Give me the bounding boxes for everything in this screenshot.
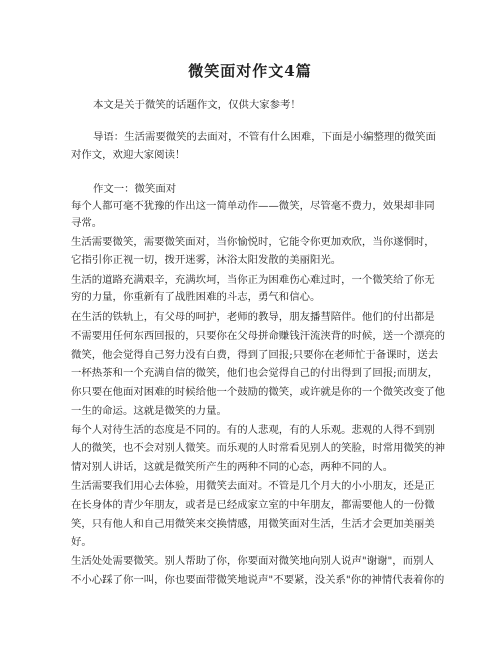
body-line: 情对别人讲话，这就是微笑所产生的两种不同的心态，两种不同的人。 [71,461,394,473]
body-line: 寻常。 [71,217,103,229]
body-line: 生活的道路充满艰辛，充满坎坷，当你正为困难伤心难过时，一个微笑给了你无 [71,274,435,286]
essay-heading: 作文一：微笑面对 [93,183,177,195]
body-line: 好。 [71,536,92,548]
body-line: 一生的命运。这就是微笑的力量。 [71,405,227,417]
body-line: 每个人都可毫不犹豫的作出这一简单动作——微笑，尽管毫不费力，效果却非同 [71,200,435,212]
guide-line-2: 对作文，欢迎大家阅读！ [71,149,186,161]
body-line: 每个人对待生活的态度是不同的。有的人悲观，有的人乐观。悲观的人得不到别 [71,424,435,436]
body-line: 你只要在他面对困难的时候给他一个鼓励的微笑，或许就是你的一个微笑改变了他 [71,386,446,398]
guide-line-1: 导语：生活需要微笑的去面对，不管有什么困难，下面是小编整理的微笑面 [93,131,436,143]
body-line: 一杯热茶和一个充满自信的微笑，他们也会觉得自己的付出得到了回报;而朋友， [71,367,439,379]
document-title: 微笑面对作文4篇 [188,62,312,80]
intro-line: 本文是关于微笑的话题作文，仅供大家参考！ [93,99,301,111]
body-line: 穷的力量，你重新有了战胜困难的斗志，勇气和信心。 [71,291,321,303]
body-line: 人的微笑，也不会对别人微笑。而乐观的人时常看见别人的笑脸，时常用微笑的神 [71,442,446,454]
body-line: 生活需要微笑，需要微笑面对，当你愉悦时，它能令你更加欢欣，当你遂惘时， [71,236,435,248]
body-line: 生活处处需要微笑。别人帮助了你，你要面对微笑地向别人说声"谢谢"，而别人 [71,555,434,567]
body-line: 在长身体的青少年朋友，或者是已经成家立室的中年朋友，都需要他人的一份微 [71,499,435,511]
body-line: 生活需要我们用心去体验，用微笑去面对。不管是几个月大的小小朋友，还是正 [71,480,435,492]
body-line: 不需要用任何东西回报的，只要你在父母拼命赚钱汗流浃背的时候，送一个漂亮的 [71,330,446,342]
body-line: 在生活的铁轨上，有父母的呵护，老师的教导，朋友播彗陪伴。他们的付出都是 [71,311,435,323]
body-line: 笑，只有他人和自己用微笑来交换情感，用微笑面对生活，生活才会更加美丽美 [71,518,435,530]
body-line: 它指引你正视一切，拨开迷雾，沐浴太阳发散的美丽阳光。 [71,254,342,266]
body-line: 微笑，他会觉得自己努力没有白费，得到了回报;只要你在老师忙于备课时，送去 [71,349,439,361]
body-line: 不小心踩了你一叫，你也要面带微笑地说声"不要紧，没关系"你的神情代表着你的 [71,574,445,586]
